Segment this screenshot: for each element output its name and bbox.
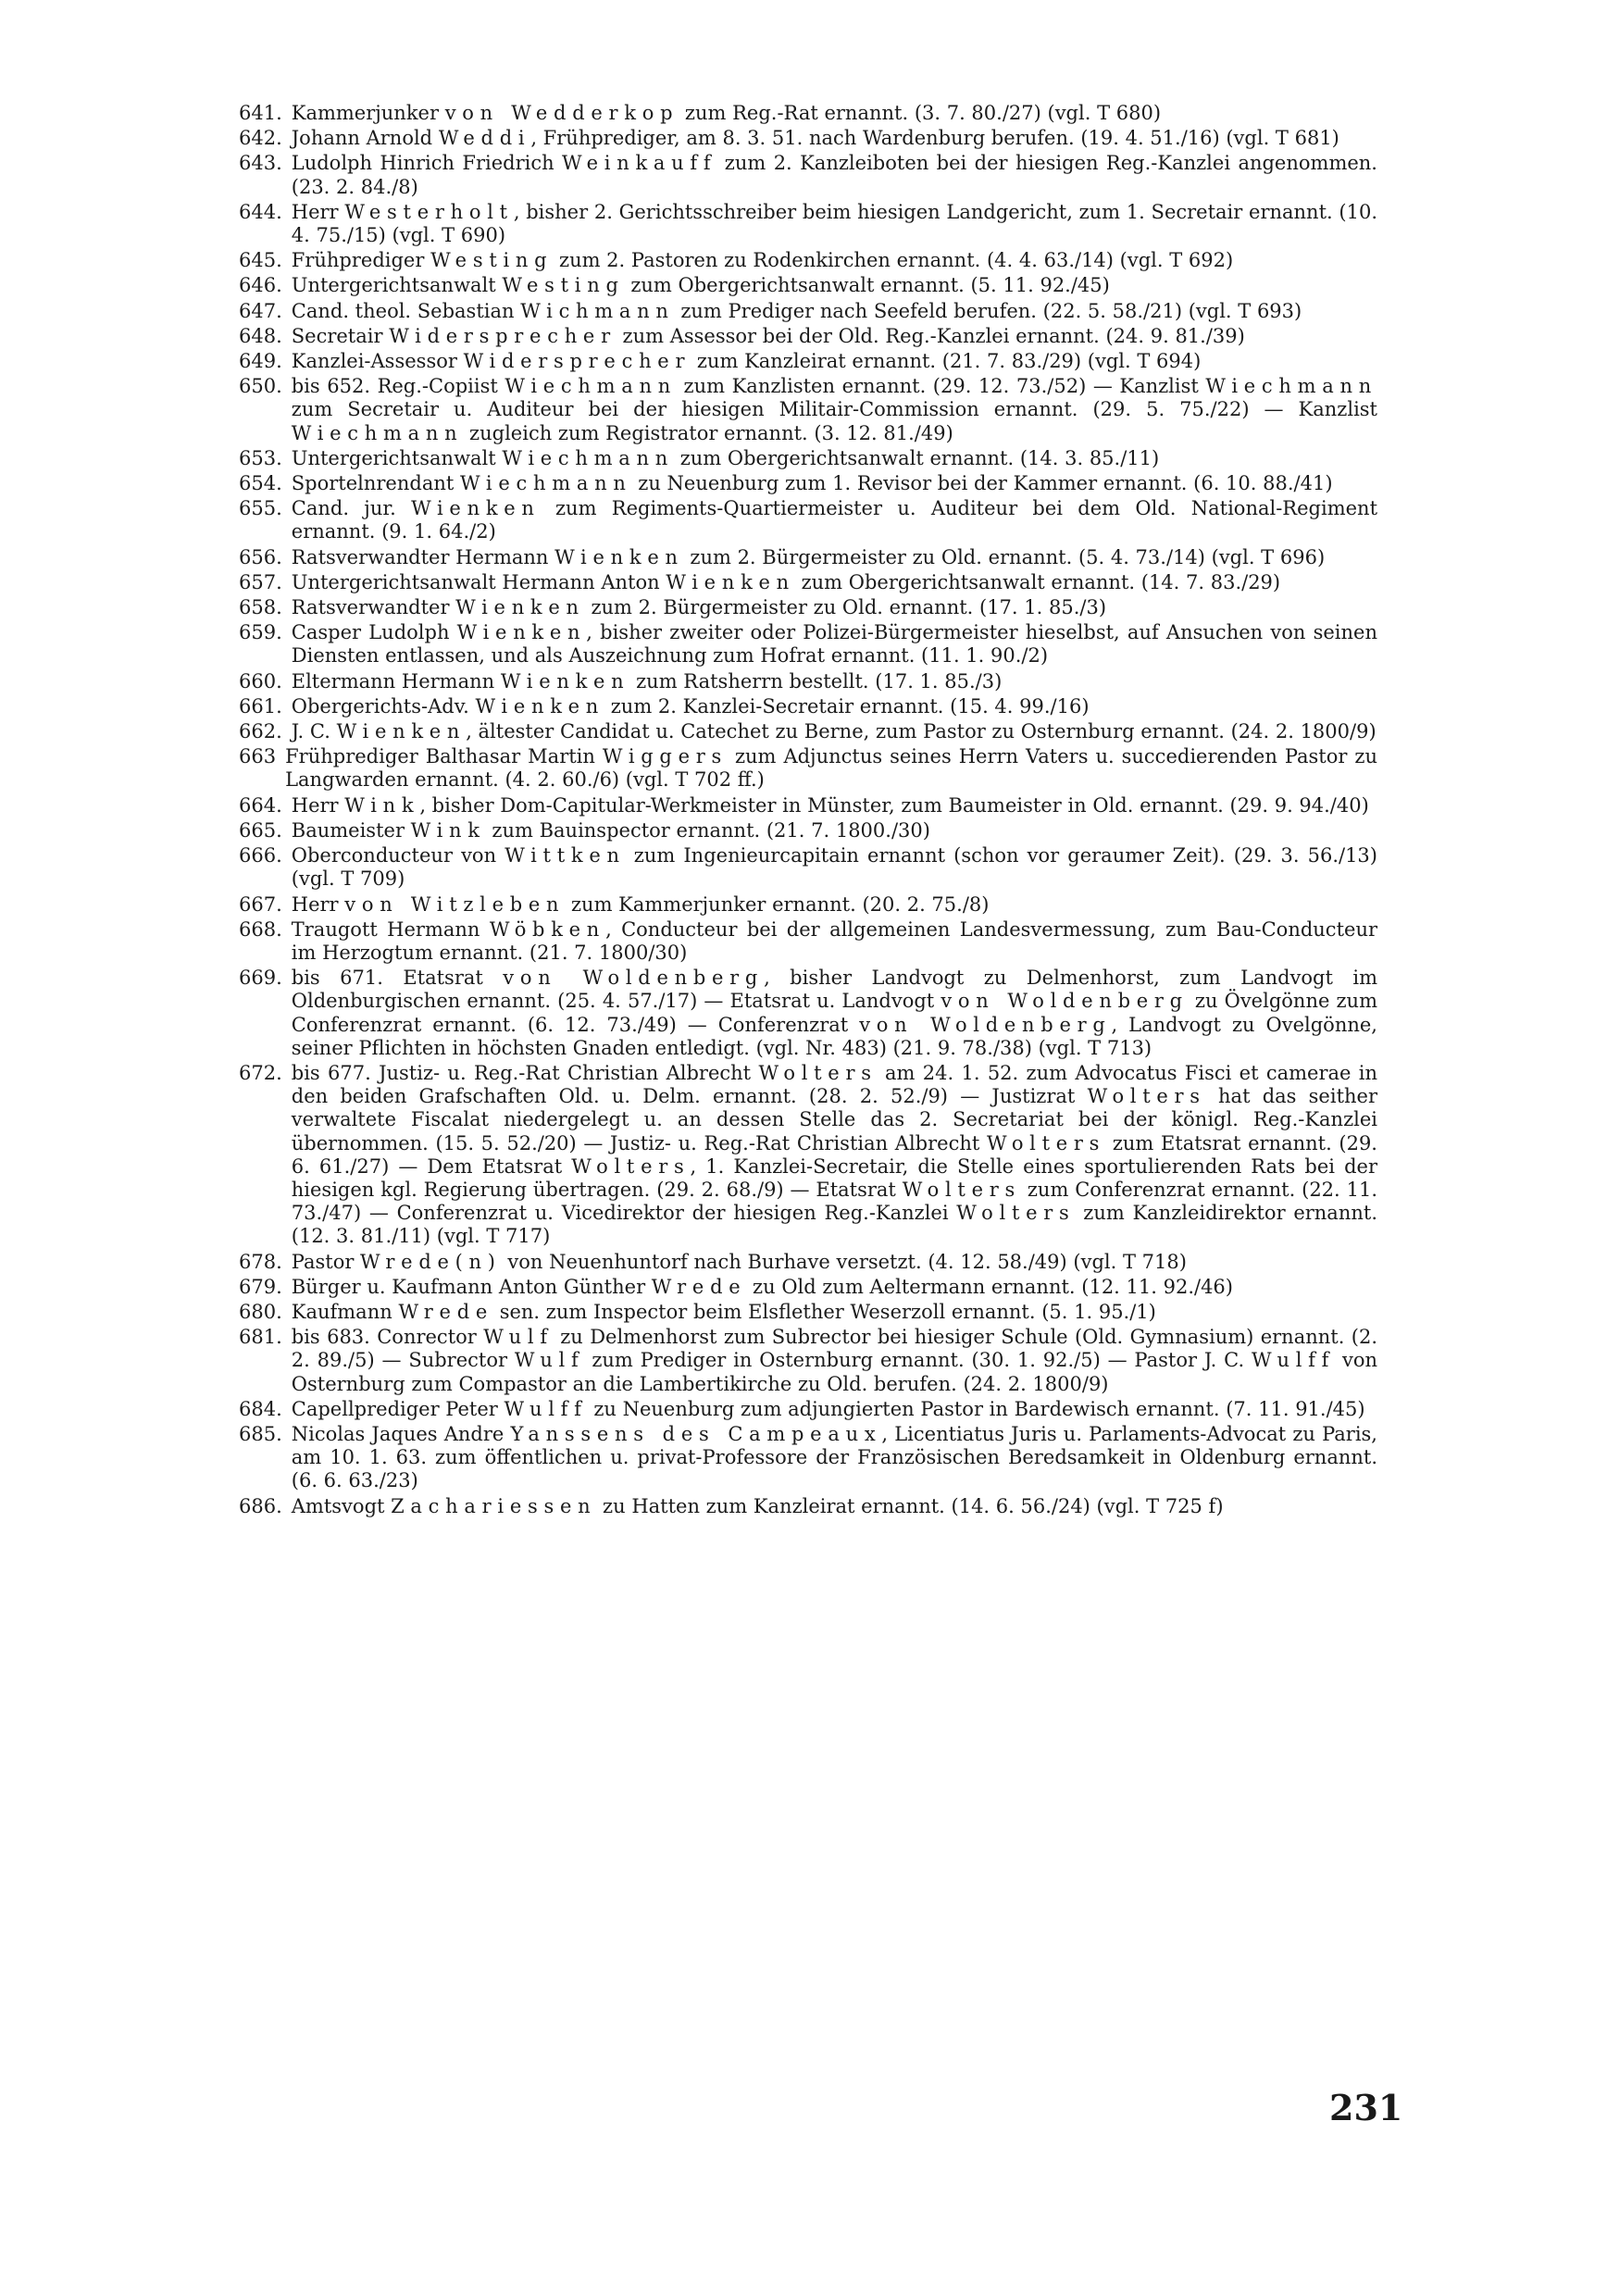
register-entry bbox=[239, 596, 1377, 619]
entry-text-run: , bisher zweiter oder Polizei-Bürgermeister hieselbst, auf Ansuchen von seinen Diensten entlassen, und als Auszeichnung zum Hofrat ernannt. (11. 1. 90./2) bbox=[291, 621, 1377, 668]
person-name: Wiggers bbox=[602, 745, 728, 768]
register-entry bbox=[239, 794, 1377, 817]
entry-number: 658. bbox=[239, 596, 282, 619]
person-name: Zachariessen bbox=[391, 1494, 597, 1517]
register-entry bbox=[239, 571, 1377, 594]
person-name: Wink bbox=[344, 793, 420, 817]
entry-text-run: Untergerichtsanwalt bbox=[291, 446, 503, 469]
entry-text-run: zum Assessor bei der Old. Reg.-Kanzlei ernannt. (24. 9. 81./39) bbox=[616, 324, 1245, 347]
entry-number: 644. bbox=[239, 200, 282, 223]
entry-text-run: Untergerichtsanwalt Hermann Anton bbox=[291, 570, 666, 593]
entry-text-run: zum Kanzleirat ernannt. (21. 7. 83./29) (vgl. T 694) bbox=[691, 350, 1202, 373]
entry-text-run: zum 2. Bürgermeister zu Old. ernannt. (17. 1. 85./3) bbox=[584, 596, 1107, 619]
entry-number: 669. bbox=[239, 967, 282, 990]
entry-text-run: zum Kanzleidirektor ernannt. (12. 3. 81./11) (vgl. T 717) bbox=[291, 1202, 1377, 1248]
entry-text bbox=[292, 1062, 1377, 1249]
entry-number: 665. bbox=[239, 818, 282, 842]
entry-text-run: zum Ingenieurcapitain ernannt (schon vor geraumer Zeit). (29. 3. 56./13) (vgl. T 709) bbox=[291, 844, 1377, 891]
entry-text-run: zu Old zum Aeltermann ernannt. (12. 11. 92./46) bbox=[746, 1275, 1233, 1298]
entry-text-run: zum Obergerichtsanwalt ernannt. (14. 3. 85./11) bbox=[674, 446, 1160, 469]
entry-text-run: bis 677. Justiz- u. Reg.-Rat Christian Albrecht bbox=[291, 1061, 759, 1084]
person-name: Yanssens des Campeaux bbox=[510, 1422, 882, 1445]
entry-text-run: , Landvogt zu Ovelgönne, seiner Pflichten in höchsten Gnaden entledigt. (vgl. Nr. 483) (21. 9. 78./38) (vgl. T 713) bbox=[291, 1013, 1377, 1059]
register-entry bbox=[239, 1495, 1377, 1518]
entry-number: 654. bbox=[239, 472, 282, 495]
entry-text bbox=[292, 152, 1377, 198]
entry-text bbox=[292, 274, 1377, 297]
entry-text bbox=[292, 201, 1377, 247]
entry-text-run: Eltermann Hermann bbox=[291, 669, 501, 693]
entry-text-run: , Licentiatus Juris u. Parlaments-Advocat zu Paris, am 10. 1. 63. zum öffentlichen u. privat-Professore der Französischen Beredsamkeit in Oldenburg ernannt. (6. 6. 63./23) bbox=[291, 1422, 1377, 1492]
entry-text bbox=[292, 1398, 1377, 1421]
register-entry bbox=[239, 967, 1377, 1060]
person-name: Wrede bbox=[398, 1300, 494, 1323]
entry-number: 681. bbox=[239, 1326, 282, 1349]
entry-number: 642. bbox=[239, 127, 282, 150]
entry-text bbox=[292, 127, 1377, 150]
register-entry bbox=[239, 844, 1377, 891]
entry-text-run: hat das seither verwaltete Fiscalat niedergelegt u. an dessen Stelle das 2. Secretariat bei der königl. Reg.-Kanzlei übernommen. (15. 5. 52./20) — Justiz- u. Reg.-Rat Christian Albrecht bbox=[291, 1085, 1378, 1154]
entry-text bbox=[292, 695, 1377, 718]
register-entry bbox=[239, 325, 1377, 348]
entry-text bbox=[292, 249, 1377, 272]
entry-text-run: Johann Arnold bbox=[291, 127, 439, 150]
register-entry bbox=[239, 720, 1377, 743]
entry-number: 666. bbox=[239, 844, 282, 867]
entry-text-run: Amtsvogt bbox=[291, 1494, 392, 1517]
register-entry bbox=[239, 819, 1377, 842]
entry-text-run: , 1. Kanzlei-Secretair, die Stelle eines sportulierenden Rats bei der hiesigen kgl. Regierung übertragen. (29. 2. 68./9) — Etatsrat bbox=[291, 1154, 1377, 1201]
person-name: Wulff bbox=[504, 1397, 588, 1420]
entry-text-run: Obergerichts-Adv. bbox=[291, 694, 476, 718]
entry-number: 679. bbox=[239, 1275, 282, 1298]
person-name: Wiechmann bbox=[459, 472, 632, 495]
entry-text-run: zum Regiments-Quartiermeister u. Auditeur bei dem Old. National-Regiment ernannt. (9. 1. 64./2) bbox=[291, 497, 1378, 543]
entry-text-run: sen. zum Inspector beim Elsflether Weserzoll ernannt. (5. 1. 95./1) bbox=[493, 1300, 1156, 1323]
entry-text-run: zum Reg.-Rat ernannt. (3. 7. 80./27) (vgl. T 680) bbox=[679, 102, 1162, 124]
entry-text-run: Kammerjunker bbox=[291, 102, 445, 124]
person-name: Wienken bbox=[456, 621, 587, 644]
person-name: von Witzleben bbox=[344, 892, 566, 916]
person-name: Wienken bbox=[411, 497, 541, 520]
entry-text-run: zum Prediger nach Seefeld berufen. (22. 5. 58./21) (vgl. T 693) bbox=[674, 299, 1302, 322]
entry-text-run: J. C. bbox=[291, 720, 337, 743]
entry-text-run: Herr bbox=[291, 200, 345, 223]
entry-text-run: Capellprediger Peter bbox=[291, 1397, 505, 1420]
entry-number: 647. bbox=[239, 299, 282, 322]
person-name: Wiechmann bbox=[502, 446, 675, 469]
person-name: Wulf bbox=[483, 1326, 554, 1349]
entry-number: 643. bbox=[239, 152, 282, 175]
entry-text-run: von Neuenhuntorf nach Burhave versetzt. (4. 12. 58./49) (vgl. T 718) bbox=[501, 1250, 1187, 1273]
person-name: Westing bbox=[430, 249, 554, 272]
entry-text-run: zum Kammerjunker ernannt. (20. 2. 75./8) bbox=[565, 892, 990, 916]
entry-text-run: , bisher Landvogt zu Delmenhorst, zum Landvogt im Oldenburgischen ernannt. (25. 4. 57./17) — Etatsrat u. Landvogt bbox=[291, 967, 1377, 1013]
entry-text bbox=[292, 325, 1377, 348]
register-entry bbox=[239, 695, 1377, 718]
entry-text-run: Nicolas Jaques Andre bbox=[291, 1422, 511, 1445]
register-entry bbox=[239, 621, 1377, 668]
person-name: von Woldenberg bbox=[941, 990, 1189, 1013]
entry-text-run: zum Obergerichtsanwalt ernannt. (5. 11. 92./45) bbox=[624, 274, 1110, 297]
register-entry bbox=[239, 102, 1377, 125]
person-name: Wolters bbox=[758, 1061, 878, 1084]
person-name: Wienken bbox=[500, 669, 630, 693]
entry-number: 649. bbox=[239, 350, 282, 373]
entry-text-run: zu Övelgönne zum Conferenzrat ernannt. (6. 12. 73./49) — Conferenzrat bbox=[291, 990, 1377, 1036]
register-entry bbox=[239, 1326, 1377, 1396]
entry-text bbox=[292, 1301, 1377, 1324]
entry-number: 686. bbox=[239, 1494, 282, 1517]
entry-text-run: Frühprediger Balthasar Martin bbox=[285, 745, 603, 768]
entry-text-run: zum Adjunctus seines Herrn Vaters u. succedierenden Pastor zu Langwarden ernannt. (4. 2. 60./6) (vgl. T 702 ff.) bbox=[285, 745, 1377, 792]
entry-number: 645. bbox=[239, 249, 282, 272]
entry-number: 664. bbox=[239, 793, 282, 817]
entry-text-run: Traugott Hermann bbox=[291, 917, 490, 941]
register-entry bbox=[239, 546, 1377, 569]
entry-number: 662. bbox=[239, 720, 282, 743]
entry-text-run: Cand. theol. Sebastian bbox=[291, 299, 521, 322]
register-entry bbox=[239, 497, 1377, 543]
register-entry bbox=[239, 300, 1377, 323]
entry-text-run: Bürger u. Kaufmann Anton Günther bbox=[291, 1275, 652, 1298]
person-name: Wrede(n) bbox=[360, 1250, 502, 1273]
entry-text-run: zum 2. Bürgermeister zu Old. ernannt. (5. 4. 73./14) (vgl. T 696) bbox=[683, 545, 1326, 568]
entry-text-run: Ludolph Hinrich Friedrich bbox=[291, 152, 563, 175]
entry-number: 684. bbox=[239, 1397, 282, 1420]
register-entry bbox=[239, 472, 1377, 495]
entry-text-run: , bisher 2. Gerichtsschreiber beim hiesigen Landgericht, zum 1. Secretair ernannt. (10. 4. 75./15) (vgl. T 690) bbox=[291, 200, 1378, 247]
entry-text-run: zum Obergerichtsanwalt ernannt. (14. 7. 83./29) bbox=[794, 570, 1281, 593]
register-entry bbox=[239, 1251, 1377, 1274]
entry-text-run: zugleich zum Registrator ernannt. (3. 12. 81./49) bbox=[463, 421, 953, 444]
entry-text-run: Baumeister bbox=[291, 818, 411, 842]
person-name: Wienken bbox=[455, 596, 585, 619]
entry-text bbox=[292, 1495, 1377, 1518]
person-name: Wittken bbox=[505, 844, 626, 867]
person-name: Westerholt bbox=[344, 200, 514, 223]
entry-number: 659. bbox=[239, 621, 282, 644]
entry-text-run: , Frühprediger, am 8. 3. 51. nach Wardenburg berufen. (19. 4. 51./16) (vgl. T 681) bbox=[530, 127, 1339, 150]
person-name: Wöbken bbox=[489, 917, 606, 941]
entry-text-run: Ratsverwandter bbox=[291, 596, 456, 619]
register-entry bbox=[239, 1062, 1377, 1249]
entry-text bbox=[292, 596, 1377, 619]
person-name: von Woldenberg bbox=[859, 1013, 1112, 1036]
entry-number: 653. bbox=[239, 446, 282, 469]
person-name: Wienken bbox=[666, 570, 795, 593]
entry-text-run: Kaufmann bbox=[291, 1300, 399, 1323]
person-name: Wiechmann bbox=[291, 421, 464, 444]
entry-text-run: Casper Ludolph bbox=[291, 621, 457, 644]
person-name: Wulf bbox=[514, 1349, 585, 1372]
entry-text-run: Herr bbox=[291, 892, 345, 916]
register-entry bbox=[239, 249, 1377, 272]
entry-text-run: zum Bauinspector ernannt. (21. 7. 1800./30) bbox=[485, 818, 930, 842]
person-name: Wiechmann bbox=[1205, 375, 1377, 398]
entry-text-run: Herr bbox=[291, 793, 345, 817]
entry-number: 657. bbox=[239, 570, 282, 593]
person-name: Wienken bbox=[475, 694, 605, 718]
register-entry bbox=[239, 893, 1377, 917]
entry-number: 656. bbox=[239, 545, 282, 568]
person-name: Wulff bbox=[1252, 1349, 1336, 1372]
entry-text bbox=[292, 720, 1377, 743]
entry-number: 650. bbox=[239, 375, 282, 398]
entry-text bbox=[292, 670, 1377, 693]
entry-text-run: zu Neuenburg zum adjungierten Pastor in Bardewisch ernannt. (7. 11. 91./45) bbox=[587, 1397, 1365, 1420]
entry-text bbox=[292, 300, 1377, 323]
register-entry bbox=[239, 1398, 1377, 1421]
entry-text bbox=[292, 1326, 1377, 1396]
entry-number: 680. bbox=[239, 1300, 282, 1323]
entry-number: 672. bbox=[239, 1061, 282, 1084]
entry-list bbox=[239, 102, 1377, 1520]
register-entry bbox=[239, 918, 1377, 965]
entry-text bbox=[292, 621, 1377, 668]
entry-text-run: Secretair bbox=[291, 324, 390, 347]
entry-text-run: bis 683. Conrector bbox=[291, 1326, 484, 1349]
entry-text-run: zum 2. Pastoren zu Rodenkirchen ernannt. (4. 4. 63./14) (vgl. T 692) bbox=[553, 249, 1234, 272]
register-entry bbox=[239, 274, 1377, 297]
entry-text bbox=[292, 571, 1377, 594]
person-name: Wolters bbox=[986, 1131, 1106, 1154]
entry-text-run: zum Kanzlisten ernannt. (29. 12. 73./52) — Kanzlist bbox=[677, 375, 1206, 398]
register-entry bbox=[239, 1423, 1377, 1493]
entry-text bbox=[292, 1423, 1377, 1493]
entry-text bbox=[292, 375, 1377, 445]
person-name: Wiechmann bbox=[505, 375, 677, 398]
entry-text bbox=[292, 472, 1377, 495]
entry-text-run: zum Prediger in Osternburg ernannt. (30. 1. 92./5) — Pastor J. C. bbox=[584, 1349, 1252, 1372]
register-entry bbox=[239, 350, 1377, 373]
person-name: Westing bbox=[502, 274, 625, 297]
entry-text-run: Cand. jur. bbox=[291, 497, 412, 520]
entry-number: 663 bbox=[239, 745, 277, 768]
entry-text-run: Untergerichtsanwalt bbox=[291, 274, 503, 297]
entry-text bbox=[285, 745, 1377, 792]
entry-text bbox=[292, 350, 1377, 373]
person-name: Wolters bbox=[571, 1154, 691, 1178]
entry-text-run: bis 652. Reg.-Copiist bbox=[291, 375, 505, 398]
entry-text-run: zum 2. Kanzlei-Secretair ernannt. (15. 4. 99./16) bbox=[604, 694, 1090, 718]
register-entry bbox=[239, 1276, 1377, 1299]
entry-text-run: Oberconducteur von bbox=[291, 844, 505, 867]
entry-text bbox=[292, 497, 1377, 543]
register-entry bbox=[239, 152, 1377, 198]
person-name: Wink bbox=[410, 818, 486, 842]
entry-number: 661. bbox=[239, 694, 282, 718]
entry-text-run: zum 2. Kanzleiboten bei der hiesigen Reg.-Kanzlei angenommen. (23. 2. 84./8) bbox=[291, 152, 1377, 198]
person-name: Wolters bbox=[956, 1202, 1076, 1225]
entry-text bbox=[292, 546, 1377, 569]
person-name: Widersprecher bbox=[389, 324, 617, 347]
person-name: Wienken bbox=[554, 545, 684, 568]
entry-text bbox=[292, 918, 1377, 965]
entry-text-run: , Conducteur bei der allgemeinen Landesvermessung, zum Bau-Conducteur im Herzogtum ernannt. (21. 7. 1800/30) bbox=[291, 917, 1378, 964]
register-entry bbox=[239, 670, 1377, 693]
entry-text bbox=[292, 102, 1377, 125]
entry-text bbox=[292, 1251, 1377, 1274]
person-name: Wichmann bbox=[520, 299, 675, 322]
entry-text bbox=[292, 1276, 1377, 1299]
person-name: von Wedderkop bbox=[444, 102, 679, 124]
entry-text-run: bis 671. Etatsrat bbox=[291, 967, 504, 990]
entry-text-run: zum Ratsherrn bestellt. (17. 1. 85./3) bbox=[629, 669, 1003, 693]
entry-number: 668. bbox=[239, 917, 282, 941]
entry-text bbox=[292, 844, 1377, 891]
entry-number: 655. bbox=[239, 497, 282, 520]
entry-text bbox=[292, 819, 1377, 842]
register-entry bbox=[239, 745, 1377, 792]
entry-text-run: Frühprediger bbox=[291, 249, 431, 272]
entry-text bbox=[292, 447, 1377, 470]
register-entry bbox=[239, 201, 1377, 247]
entry-text-run: am 24. 1. 52. zum Advocatus Fisci et camerae in den beiden Grafschaften Old. u. Delm. ernannt. (28. 2. 52./9) — Justizrat bbox=[291, 1061, 1378, 1108]
entry-number: 667. bbox=[239, 892, 282, 916]
entry-text-run: zum Etatsrat ernannt. (29. 6. 61./27) — Dem Etatsrat bbox=[291, 1131, 1377, 1178]
entry-text-run: Kanzlei-Assessor bbox=[291, 350, 464, 373]
entry-text-run: , bisher Dom-Capitular-Werkmeister in Münster, zum Baumeister in Old. ernannt. (29. 9. 94./40) bbox=[419, 793, 1369, 817]
register-entry bbox=[239, 447, 1377, 470]
entry-text-run: Pastor bbox=[291, 1250, 361, 1273]
register-entry bbox=[239, 375, 1377, 445]
entry-number: 660. bbox=[239, 669, 282, 693]
register-entry bbox=[239, 127, 1377, 150]
entry-text-run: von Osternburg zum Compastor an die Lambertikirche zu Old. berufen. (24. 2. 1800/9) bbox=[291, 1349, 1377, 1395]
entry-text-run: zum Secretair u. Auditeur bei der hiesigen Militair-Commission ernannt. (29. 5. 75./22) — Kanzlist bbox=[291, 398, 1377, 421]
entry-number: 685. bbox=[239, 1422, 282, 1445]
entry-number: 646. bbox=[239, 274, 282, 297]
person-name: Widersprecher bbox=[463, 350, 691, 373]
entry-text-run: zu Delmenhorst zum Subrector bei hiesiger Schule (Old. Gymnasium) ernannt. (2. 2. 89./5) — Subrector bbox=[291, 1326, 1377, 1372]
entry-text-run: zu Hatten zum Kanzleirat ernannt. (14. 6. 56./24) (vgl. T 725 f) bbox=[596, 1494, 1224, 1517]
entry-number: 641. bbox=[239, 102, 282, 124]
person-name: Wolters bbox=[1087, 1085, 1206, 1108]
person-name: Wrede bbox=[651, 1275, 747, 1298]
entry-text-run: , ältester Candidat u. Catechet zu Berne, zum Pastor zu Osternburg ernannt. (24. 2. 1800/9) bbox=[466, 720, 1377, 743]
person-name: Weinkauff bbox=[562, 152, 717, 175]
entry-number: 678. bbox=[239, 1250, 282, 1273]
entry-text-run: zu Neuenburg zum 1. Revisor bei der Kammer ernannt. (6. 10. 88./41) bbox=[631, 472, 1333, 495]
entry-text-run: Ratsverwandter Hermann bbox=[291, 545, 555, 568]
person-name: Wienken bbox=[336, 720, 467, 743]
person-name: von Woldenberg bbox=[503, 967, 765, 990]
person-name: Wolters bbox=[902, 1178, 1021, 1201]
person-name: Weddi bbox=[438, 127, 531, 150]
entry-text bbox=[292, 893, 1377, 917]
register-entry bbox=[239, 1301, 1377, 1324]
entry-number: 648. bbox=[239, 324, 282, 347]
entry-text bbox=[292, 794, 1377, 817]
entry-text-run: zum Conferenzrat ernannt. (22. 11. 73./47) — Conferenzrat u. Vicedirektor der hiesigen Reg.-Kanzlei bbox=[291, 1178, 1377, 1225]
entry-text bbox=[292, 967, 1377, 1060]
page-number: 231 bbox=[1329, 2087, 1403, 2128]
entry-text-run: Sportelnrendant bbox=[291, 472, 460, 495]
